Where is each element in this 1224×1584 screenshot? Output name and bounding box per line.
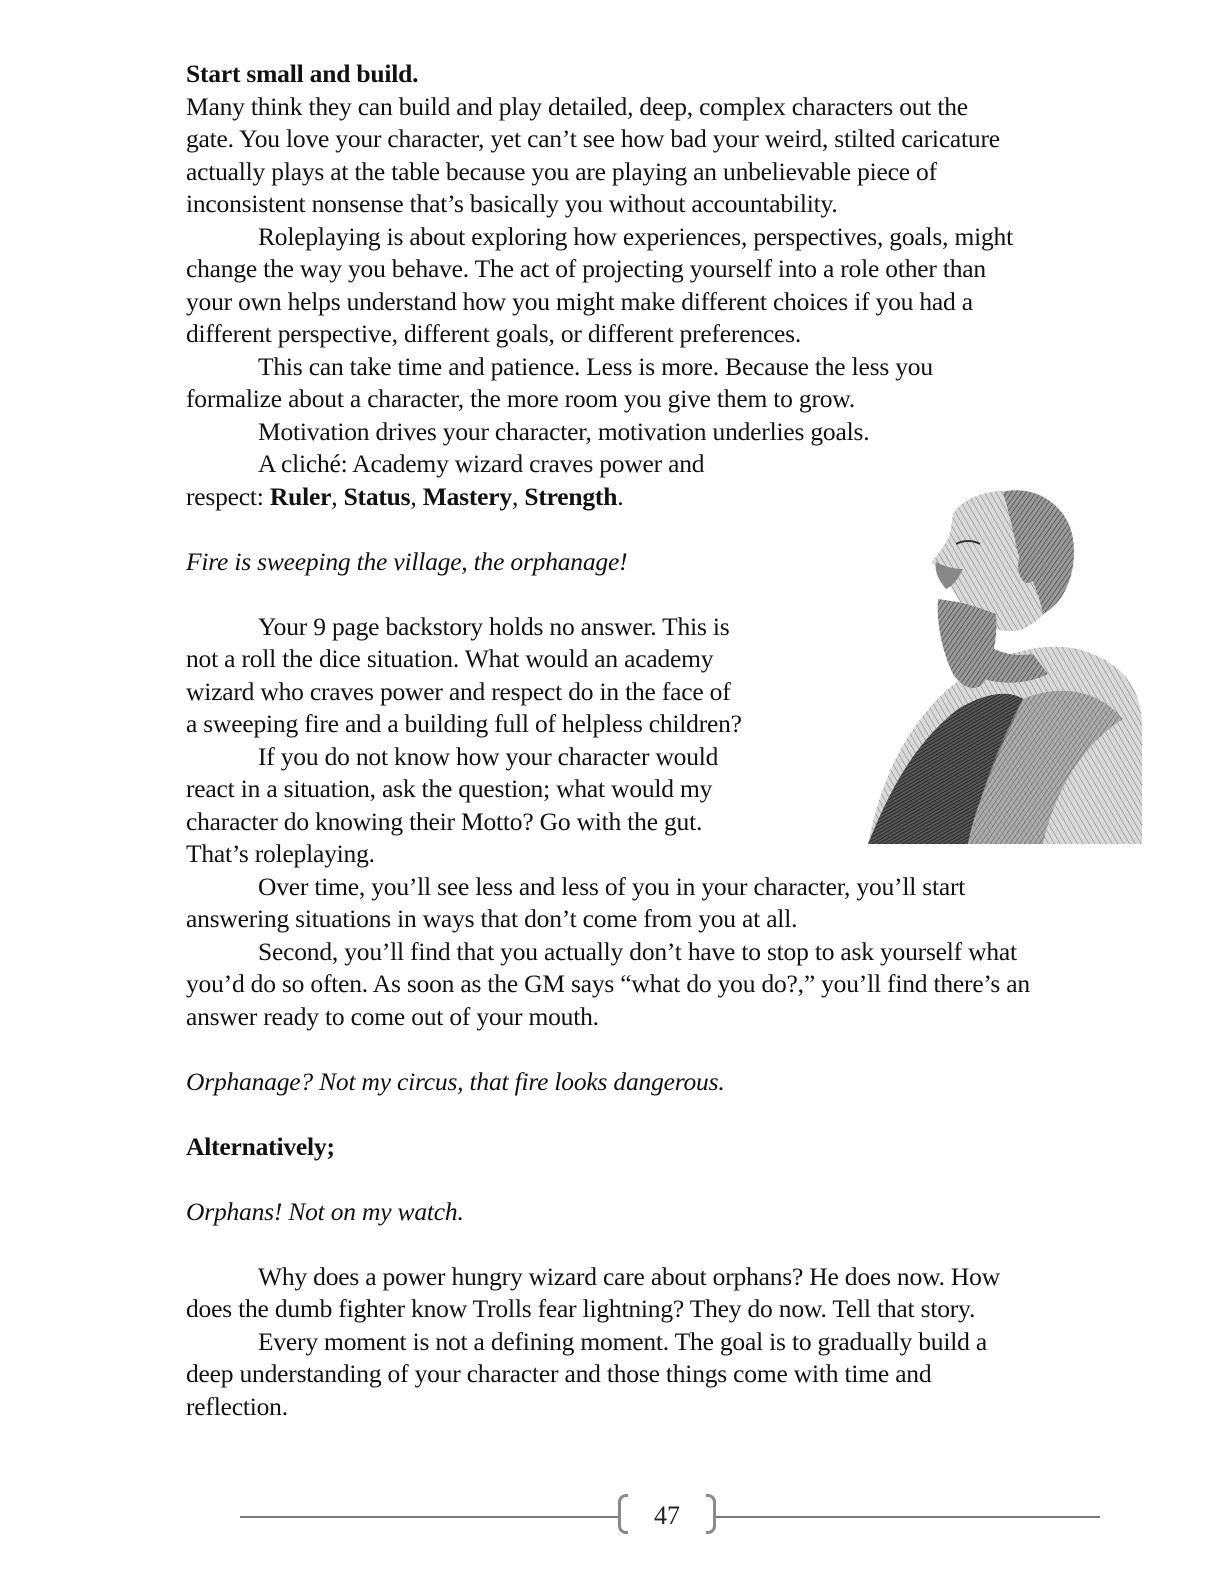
paragraph-line: Over time, you’ll see less and less of you in your character, you’ll start bbox=[258, 871, 966, 901]
trait-mastery: Mastery bbox=[422, 481, 512, 511]
subheading: Alternatively; bbox=[186, 1131, 335, 1161]
page-number: 47 bbox=[654, 1501, 680, 1530]
paragraph-line: character do knowing their Motto? Go with the gut. bbox=[186, 806, 703, 836]
section-heading: Start small and build. bbox=[186, 59, 419, 88]
paragraph-line: you’d do so often. As soon as the GM says “what do you do?,” you’ll find there’s an bbox=[186, 969, 1030, 998]
paragraph-line: does the dumb fighter know Trolls fear lightning? They do now. Tell that story. bbox=[186, 1294, 976, 1323]
spacer bbox=[186, 1098, 1156, 1131]
philosopher-portrait-illustration bbox=[858, 474, 1144, 848]
paragraph-line: A cliché: Academy wizard craves power and bbox=[258, 449, 705, 478]
paragraph-line: wizard who craves power and respect do in the face of bbox=[186, 676, 731, 706]
paragraph-line: react in a situation, ask the question; what would my bbox=[186, 774, 713, 803]
period: . bbox=[617, 481, 624, 511]
right-brace-icon bbox=[706, 1494, 716, 1534]
separator: , bbox=[410, 481, 423, 511]
paragraph-line: actually plays at the table because you are playing an unbelievable piece of bbox=[186, 156, 937, 186]
paragraph-line: Many think they can build and play detailed, deep, complex characters out the bbox=[186, 91, 968, 121]
trait-strength: Strength bbox=[524, 481, 618, 511]
paragraph-line: That’s roleplaying. bbox=[186, 839, 375, 868]
paragraph-line: change the way you behave. The act of projecting yourself into a role other than bbox=[186, 254, 986, 283]
footer-rule-left bbox=[240, 1516, 618, 1518]
paragraph-line: answering situations in ways that don’t come from you at all. bbox=[186, 904, 798, 933]
paragraph-line: Why does a power hungry wizard care about orphans? He does now. How bbox=[258, 1261, 1000, 1291]
paragraph-line: different perspective, different goals, or different preferences. bbox=[186, 319, 801, 348]
paragraph-line: Roleplaying is about exploring how experiences, perspectives, goals, might bbox=[258, 221, 1013, 251]
paragraph-line: Motivation drives your character, motivation underlies goals. bbox=[258, 416, 870, 446]
paragraph-line: Every moment is not a defining moment. The goal is to gradually build a bbox=[258, 1326, 987, 1356]
paragraph-line: formalize about a character, the more room you give them to grow. bbox=[186, 384, 856, 413]
paragraph-line: This can take time and patience. Less is more. Because the less you bbox=[258, 351, 933, 381]
paragraph-line: reflection. bbox=[186, 1391, 288, 1421]
paragraph-line: not a roll the dice situation. What would an academy bbox=[186, 644, 714, 673]
left-brace-icon bbox=[618, 1494, 628, 1534]
italic-quote: Orphanage? Not my circus, that fire looks dangerous. bbox=[186, 1066, 725, 1096]
italic-quote: Orphans! Not on my watch. bbox=[186, 1196, 464, 1226]
spacer bbox=[186, 1033, 1156, 1066]
separator: , bbox=[511, 481, 525, 511]
paragraph-line: a sweeping fire and a building full of helpless children? bbox=[186, 709, 742, 738]
italic-quote: Fire is sweeping the village, the orphanage! bbox=[186, 546, 628, 576]
paragraph-line: Second, you’ll find that you actually don’t have to stop to ask yourself what bbox=[258, 936, 1017, 966]
footer-rule-right bbox=[716, 1516, 1100, 1518]
trait-status: Status bbox=[343, 481, 411, 511]
paragraph-line: If you do not know how your character would bbox=[258, 741, 719, 771]
paragraph-line: inconsistent nonsense that’s basically you without accountability. bbox=[186, 189, 838, 218]
spacer bbox=[186, 1228, 1156, 1261]
spacer bbox=[186, 1163, 1156, 1196]
trait-ruler: Ruler bbox=[269, 481, 332, 511]
paragraph-line: Your 9 page backstory holds no answer. This is bbox=[258, 611, 730, 641]
paragraph-line: your own helps understand how you might make different choices if you had a bbox=[186, 286, 973, 316]
paragraph-line: deep understanding of your character and those things come with time and bbox=[186, 1359, 932, 1388]
traits-prefix: respect: bbox=[186, 481, 270, 511]
page-footer bbox=[240, 1492, 1100, 1540]
separator: , bbox=[331, 481, 344, 511]
paragraph-line: gate. You love your character, yet can’t see how bad your weird, stilted caricature bbox=[186, 124, 1000, 153]
paragraph-line: answer ready to come out of your mouth. bbox=[186, 1001, 599, 1031]
